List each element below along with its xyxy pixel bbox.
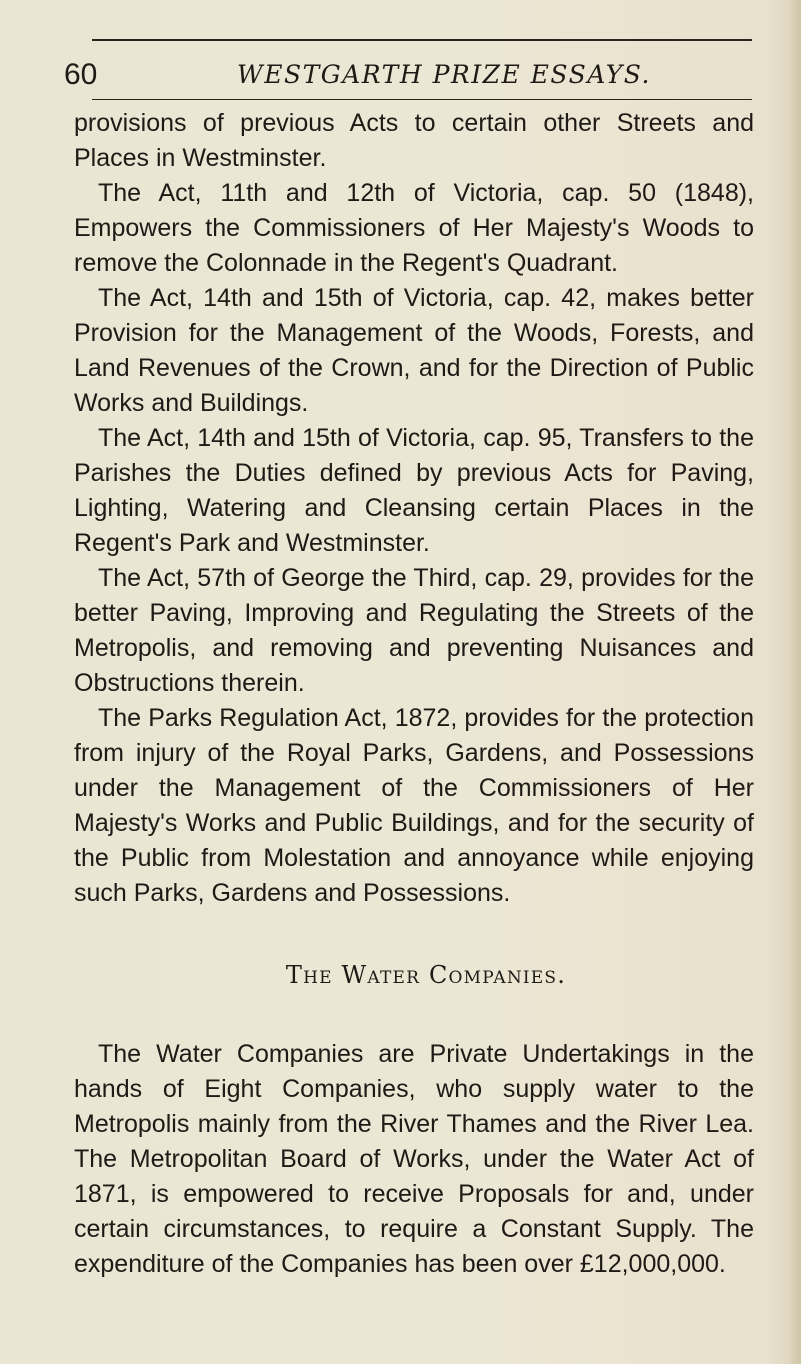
page-body (74, 106, 754, 1282)
section-heading-block (74, 912, 754, 1038)
section-paragraph: The Water Companies are Private Undertakings in the hands of Eight Companies, who supply water to the Metropolis mainly from the River Thames and the River Lea. The Metropolitan Board of Works, under the Water Act of 1871, is empowered to receive Proposals for and, under certain circumstances, to require a Constant Supply. The expenditure of the Companies has been over £12,000,000. (74, 1040, 754, 1278)
section-heading: The Water Companies. (285, 960, 567, 989)
running-head (0, 57, 801, 97)
header-top-rule (92, 39, 752, 41)
header-bottom-rule (92, 99, 752, 100)
paragraph-3: The Act, 14th and 15th of Victoria, cap. 42, makes better Provision for the Management of the Woods, Forests, and Land Revenues of the Crown, and for the Direction of Public Works and Buildings. (74, 284, 754, 417)
paragraph-6: The Parks Regulation Act, 1872, provides for the protection from injury of the Royal Parks, Gardens, and Possessions under the Management of the Commissioners of Her Majesty's Works and Public Buildings, and for the security of the Public from Molestation and annoyance while enjoying such Parks, Gardens and Possessions. (74, 704, 754, 907)
paragraph-2: The Act, 11th and 12th of Victoria, cap. 50 (1848), Empowers the Commissioners of Her Majesty's Woods to remove the Colonnade in the Regent's Quadrant. (74, 179, 754, 277)
paragraph-5: The Act, 57th of George the Third, cap. 29, provides for the better Paving, Improving and Regulating the Streets of the Metropolis, and removing and preventing Nuisances and Obstructions therein. (74, 564, 754, 697)
paragraph-1: provisions of previous Acts to certain other Streets and Places in Westminster. (74, 109, 754, 172)
running-title: WESTGARTH PRIZE ESSAYS. (237, 60, 651, 89)
page-edge (787, 0, 801, 1364)
paragraph-4: The Act, 14th and 15th of Victoria, cap. 95, Transfers to the Parishes the Duties defined by previous Acts for Paving, Lighting, Watering and Cleansing certain Places in the Regent's Park and Westminster. (74, 424, 754, 557)
page-number: 60 (64, 58, 98, 91)
